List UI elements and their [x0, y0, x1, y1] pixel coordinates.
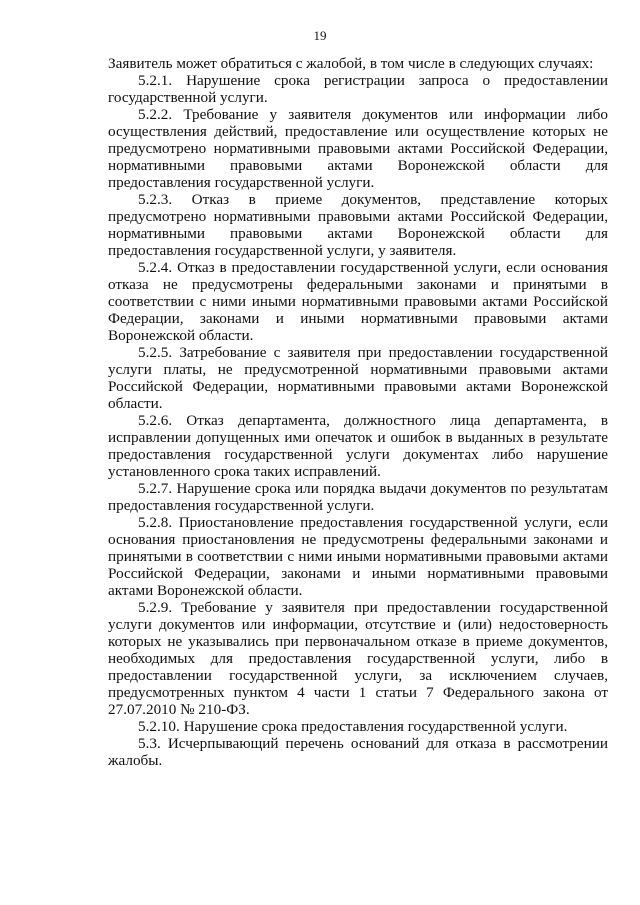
document-body — [108, 55, 608, 769]
clause-5-2-9: 5.2.9. Требование у заявителя при предоставлении государственной услуги документов или информации, отсутствие и (или) недостоверность которых не указывались при первоначальном отказе в приеме документов, необходимых для предоставления государственной услуги, либо в предоставлении государственной услуги, за исключением случаев, предусмотренных пунктом 4 части 1 статьи 7 Федерального закона от 27.07.2010 № 210-ФЗ. — [108, 599, 608, 718]
clause-5-2-7: 5.2.7. Нарушение срока или порядка выдачи документов по результатам предоставления государственной услуги. — [108, 480, 608, 514]
clause-5-2-6: 5.2.6. Отказ департамента, должностного лица департамента, в исправлении допущенных ими опечаток и ошибок в выданных в результате предоставления государственной услуги документах либо нарушение установленного срока таких исправлений. — [108, 412, 608, 480]
clause-5-2-5: 5.2.5. Затребование с заявителя при предоставлении государственной услуги платы, не предусмотренной нормативными правовыми актами Российской Федерации, нормативными правовыми актами Воронежской области. — [108, 344, 608, 412]
intro-paragraph: Заявитель может обратиться с жалобой, в том числе в следующих случаях: — [108, 55, 594, 72]
clause-5-3: 5.3. Исчерпывающий перечень оснований для отказа в рассмотрении жалобы. — [108, 735, 608, 769]
clause-5-2-10: 5.2.10. Нарушение срока предоставления государственной услуги. — [138, 718, 568, 735]
clause-5-2-4: 5.2.4. Отказ в предоставлении государственной услуги, если основания отказа не предусмотрены федеральными законами и принятыми в соответствии с ними иными нормативными правовыми актами Российской Федерации, законами и иными нормативными правовыми актами Воронежской области. — [108, 259, 608, 344]
clause-5-2-8: 5.2.8. Приостановление предоставления государственной услуги, если основания приостановления не предусмотрены федеральными законами и принятыми в соответствии с ними иными нормативными правовыми актами Российской Федерации, законами и иными нормативными правовыми актами Воронежской области. — [108, 514, 608, 599]
page-number: 19 — [313, 28, 327, 43]
clause-5-2-2: 5.2.2. Требование у заявителя документов или информации либо осуществления действий, предоставление или осуществление которых не предусмотрено нормативными правовыми актами Российской Федерации, нормативными правовыми актами Воронежской области для предоставления государственной услуги. — [108, 106, 608, 191]
clause-5-2-1: 5.2.1. Нарушение срока регистрации запроса о предоставлении государственной услуги. — [108, 72, 608, 106]
clause-5-2-3: 5.2.3. Отказ в приеме документов, представление которых предусмотрено нормативными правовыми актами Российской Федерации, нормативными правовыми актами Воронежской области для предоставления государственной услуги, у заявителя. — [108, 191, 608, 259]
